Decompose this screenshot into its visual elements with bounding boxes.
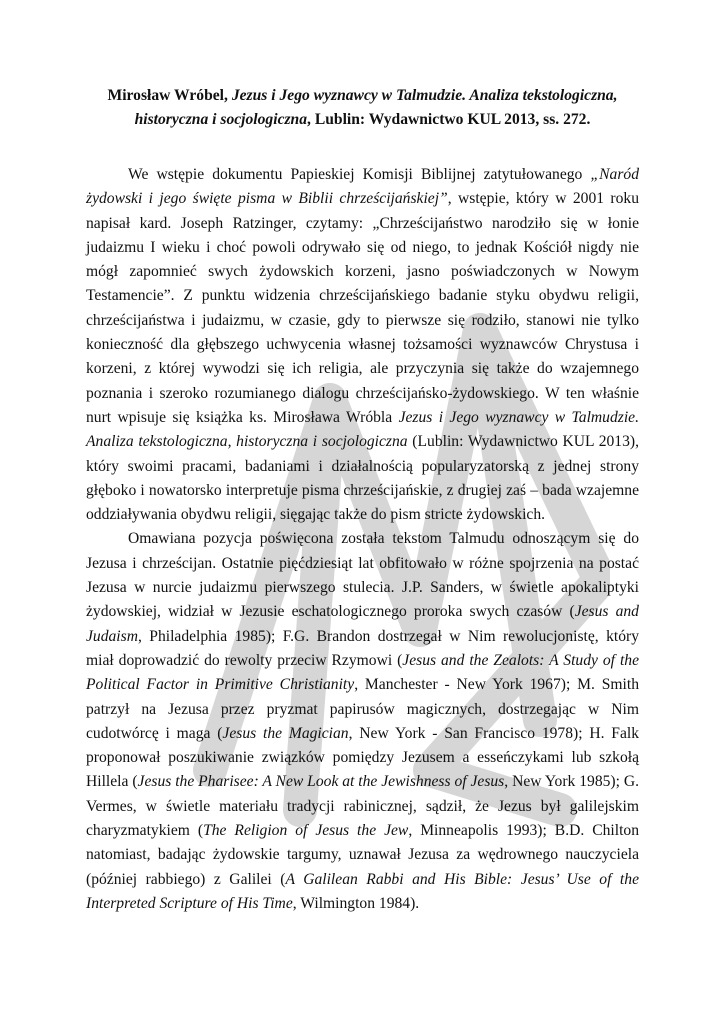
- p2-italic-5: The Religion of Jesus the Jew: [203, 822, 409, 840]
- header-book-title: Jezus i Jego wyznawcy w Talmudzie. Analiza tekstologiczna, historyczna i socjologiczna: [134, 87, 618, 128]
- p2-text-7: , Wilmington 1984).: [292, 894, 420, 912]
- p1-text-1: We wstępie dokumentu Papieskiej Komisji Biblijnej zatytułowanego: [128, 166, 591, 183]
- header-publication: , Lublin: Wydawnictwo KUL 2013, ss. 272.: [307, 111, 591, 128]
- p1-italic-1: „Naród żydowski i jego święte pisma w Biblii chrześcijańskiej”: [86, 166, 639, 208]
- review-header: [86, 84, 639, 132]
- review-content: [86, 84, 639, 916]
- paragraph-1: [86, 163, 639, 527]
- p2-italic-3: Jesus the Magician: [222, 724, 349, 742]
- p2-text-3: , Manchester - New York 1967); M. Smith patrzył na Jezusa przez pryzmat papirusów magicznych, dostrzegając w Nim cudotwórcę i maga (: [86, 676, 639, 742]
- p1-italic-2: Jezus i Jego wyznawcy w Talmudzie. Analiza tekstologiczna, historyczna i socjologiczna: [86, 408, 639, 451]
- p2-text-2: , Philadelphia 1985); F.G. Brandon dostrzegał w Nim rewolucjonistę, który miał doprowadzić do rewolty przeciw Rzymowi (: [86, 627, 639, 669]
- p2-text-5: , New York 1985); G. Vermes, w świetle materiału tradycji rabinicznej, sądził, że Jezus był galilejskim charyzmatykiem (: [86, 773, 639, 840]
- p2-text-4: , New York - San Francisco 1978); H. Falk proponował poszukiwanie związków pomiędzy Jezusem a esseńczykami lub szkołą Hillela (: [86, 724, 640, 791]
- header-author: Mirosław Wróbel,: [107, 87, 232, 104]
- p2-italic-1: Jesus and Judaism: [86, 603, 639, 645]
- p2-italic-4: Jesus the Pharisee: A New Look at the Jewishness of Jesus: [137, 773, 505, 791]
- p2-text-6: , Minneapolis 1993); B.D. Chilton natomiast, badając żydowskie targumy, uznawał Jezusa za wędrownego nauczyciela (później rabbiego) z Galilei (: [86, 822, 639, 888]
- p2-text-1: Omawiana pozycja poświęcona została tekstom Talmudu odnoszącym się do Jezusa i chrześcijan. Ostatnie pięćdziesiąt lat obfitowało w różne spojrzenia na postać Jezusa w nurcie judaizmu pierwszego stulecia. J.P. Sanders, w świetle apokaliptyki żydowskiej, widział w Jezusie eschatologicznego proroka swych czasów (: [86, 530, 639, 621]
- p2-italic-2: Jesus and the Zealots: A Study of the Political Factor in Primitive Christianity: [86, 651, 639, 694]
- paragraph-2: [86, 527, 639, 916]
- p1-text-2: , wstępie, który w 2001 roku napisał kard. Joseph Ratzinger, czytamy: „Chrześcijaństwo narodziło się w łonie judaizmu I wieku i choć powoli odrywało się od niego, to jednak Kościół nigdy nie mógł zapomnieć swych żydowskich korzeni, jasno poświadczonych w Nowym Testamencie”. Z punktu widzenia chrześcijańskiego badanie styku obydwu religii, chrześcijaństwa i judaizmu, w czasie, gdy to pierwsze się rodziło, stanowi nie tylko konieczność dla głębszego uchwycenia własnej tożsamości wyznawców Chrystusa i korzeni, z której wywodzi się ich religia, ale przyczynia się także do wzajemnego poznania i szeroko rozumianego dialogu chrześcijańsko-żydowskiego. W ten właśnie nurt wpisuje się książka ks. Mirosława Wróbla: [86, 190, 639, 426]
- p2-italic-6: A Galilean Rabbi and His Bible: Jesus’ Use of the Interpreted Scripture of His Time: [86, 870, 639, 912]
- p1-text-3: (Lublin: Wydawnictwo KUL 2013), który swoimi pracami, badaniami i działalnością popularyzatorską z jednej strony głęboko i nowatorsko interpretuje pisma chrześcijańskie, z drugiej zaś – bada wzajemne oddziaływania obydwu religii, sięgając także do pism stricte żydowskich.: [86, 433, 639, 524]
